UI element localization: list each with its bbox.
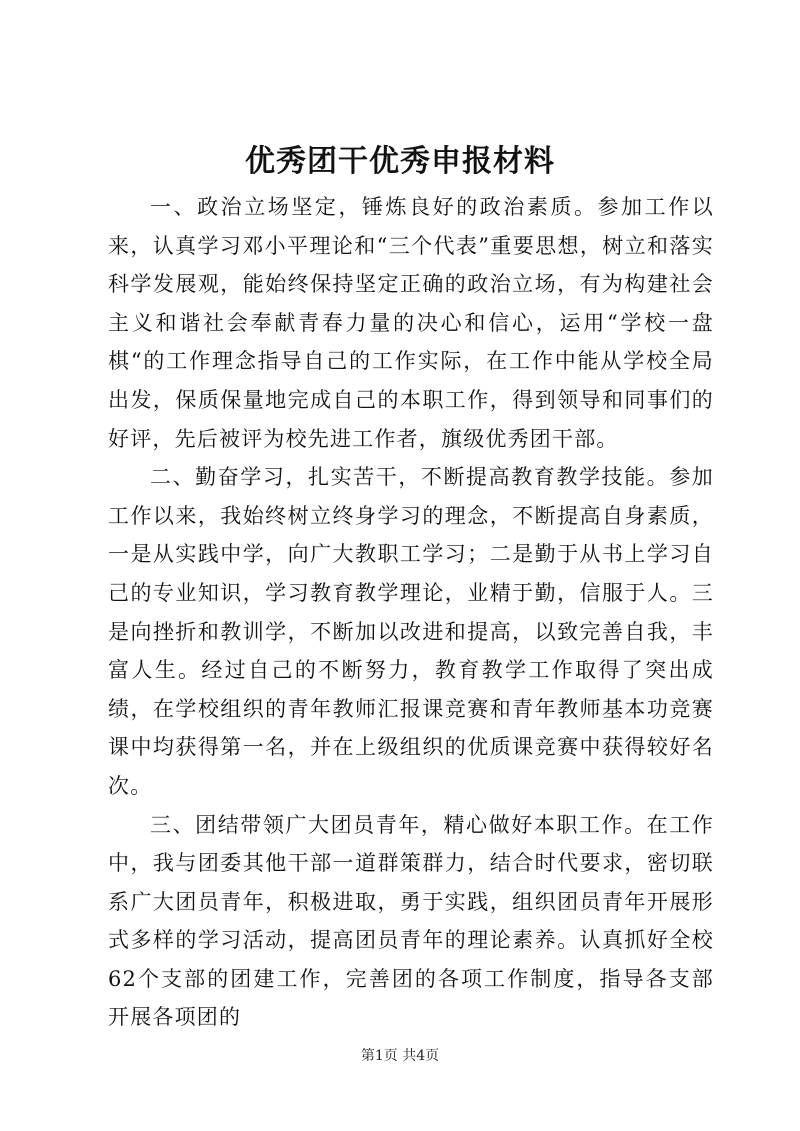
paragraph-team-leadership: 三、团结带领广大团员青年，精心做好本职工作。在工作中，我与团委其他干部一道群策群力，结合时代要求，密切联系广大团员青年，积极进取，勇于实践，组织团员青年开展形式多样的学习活动，提高团员青年的理论素养。认真抓好全校62个支部的团建工作，完善团的各项工作制度，指导各支部开展各项团的 xyxy=(108,812,714,1030)
page-footer: 第1页 共4页 xyxy=(360,1048,440,1064)
paragraph-diligent-study: 二、勤奋学习，扎实苦干，不断提高教育教学技能。参加工作以来，我始终树立终身学习的理念，不断提高自身素质，一是从实践中学，向广大教职工学习；二是勤于从书上学习自己的专业知识，学习教育教学理论，业精于勤，信服于人。三是向挫折和教训学，不断加以改进和提高，以致完善自我，丰富人生。经过自己的不断努力，教育教学工作取得了突出成绩，在学校组织的青年教师汇报课竞赛和青年教师基本功竞赛课中均获得第一名，并在上级组织的优质课竞赛中获得较好名次。 xyxy=(108,465,714,798)
document-title: 优秀团干优秀申报材料 xyxy=(245,144,555,179)
paragraph-political-stance: 一、政治立场坚定，锤炼良好的政治素质。参加工作以来，认真学习邓小平理论和“三个代表”重要思想，树立和落实科学发展观，能始终保持坚定正确的政治立场，有为构建社会主义和谐社会奉献青春力量的决心和信心，运用“学校一盘棋“的工作理念指导自己的工作实际，在工作中能从学校全局出发，保质保量地完成自己的本职工作，得到领导和同事们的好评，先后被评为校先进工作者，旗级优秀团干部。 xyxy=(108,195,714,451)
document-body xyxy=(108,188,714,1037)
